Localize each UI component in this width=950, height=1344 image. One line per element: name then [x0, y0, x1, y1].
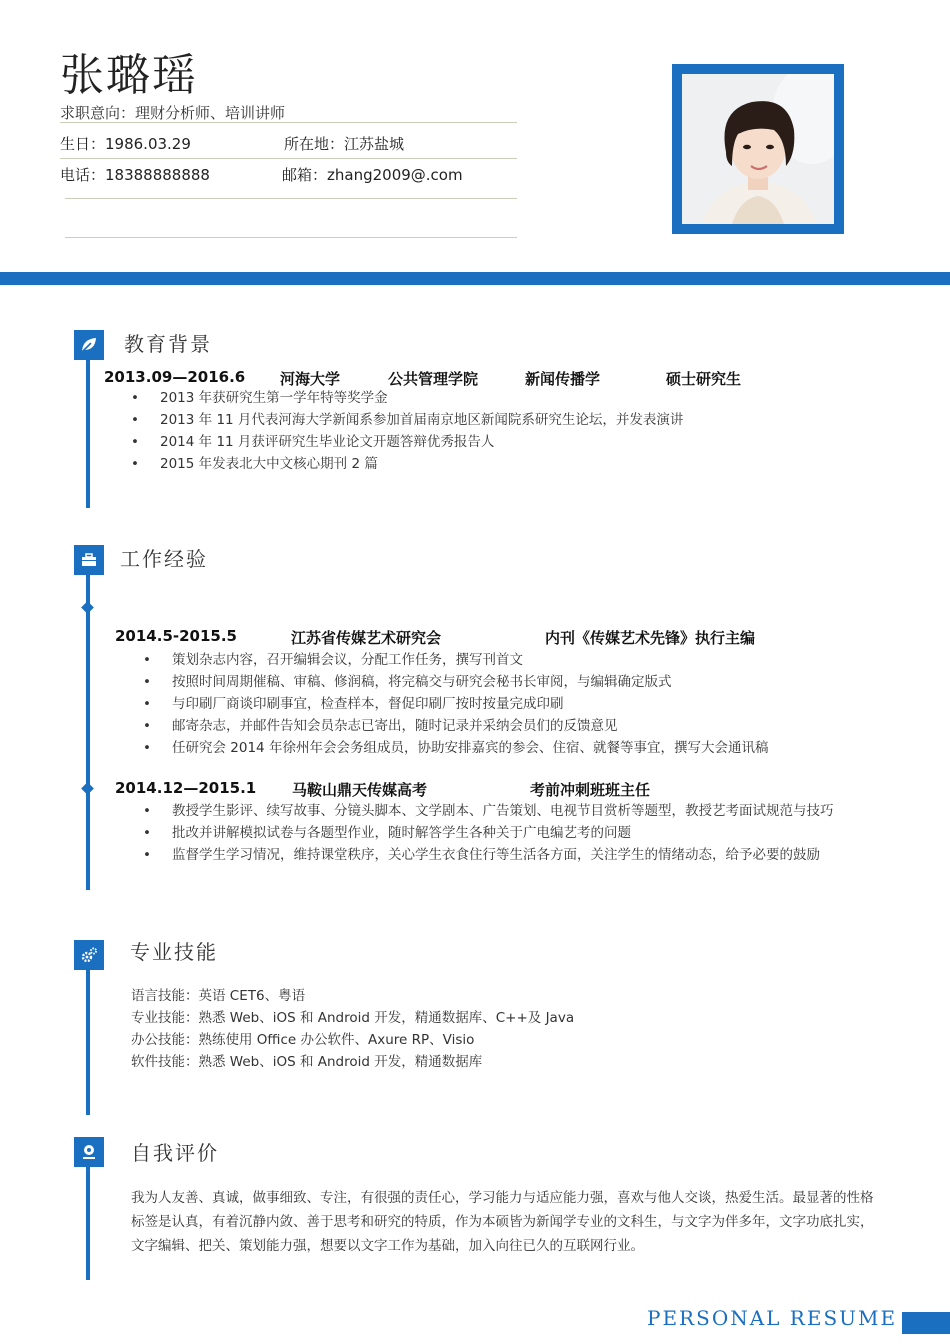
profile-photo [682, 74, 834, 224]
phone: 电话：18388888888 [60, 166, 210, 184]
list-item: • 2014 年 11 月获评研究生毕业论文开题答辩优秀报告人 [160, 431, 683, 453]
divider [60, 122, 517, 123]
job-header [115, 779, 835, 799]
skill-item: 语言技能：英语 CET6、粤语 [131, 988, 306, 1004]
job-period: 2014.12—2015.1 [115, 779, 257, 797]
timeline-line [86, 345, 90, 508]
skill-item: 办公技能：熟练使用 Office 办公软件、Axure RP、Visio [131, 1032, 475, 1048]
footer-label: PERSONAL RESUME [647, 1306, 898, 1330]
education-header [104, 368, 804, 388]
list-item: • 邮寄杂志，并邮件告知会员杂志已寄出，随时记录并采纳会员们的反馈意见 [172, 715, 768, 737]
timeline-line [86, 955, 90, 1115]
divider [60, 158, 517, 159]
timeline-line [86, 1150, 90, 1280]
gears-icon [74, 940, 104, 970]
timeline-marker [81, 782, 94, 795]
divider [65, 198, 517, 199]
list-item: • 教授学生影评、续写故事、分镜头脚本、文学剧本、广告策划、电视节目赏析等题型，教授艺考面试规范与技巧 [172, 800, 834, 822]
job-org: 马鞍山鼎天传媒高考 [292, 781, 428, 799]
job-intent: 求职意向：理财分析师、培训讲师 [60, 104, 286, 122]
user-icon [74, 1137, 104, 1167]
list-item: • 2015 年发表北大中文核心期刊 2 篇 [160, 453, 683, 475]
education-list [160, 387, 683, 475]
birth-date: 生日：1986.03.29 [60, 135, 191, 153]
section-title-work: 工作经验 [120, 547, 208, 571]
section-title-self-eval: 自我评价 [131, 1141, 219, 1165]
job-role: 考前冲刺班班主任 [530, 781, 651, 799]
list-item: • 监督学生学习情况，维持课堂秩序，关心学生衣食住行等生活各方面，关注学生的情绪动态，给予必要的鼓励 [172, 844, 834, 866]
education-college: 公共管理学院 [388, 370, 479, 388]
email: 邮箱：zhang2009@.com [282, 166, 463, 184]
divider [65, 237, 517, 238]
education-major: 新闻传播学 [525, 370, 601, 388]
timeline-marker [81, 601, 94, 614]
skills-list [131, 985, 574, 1073]
candidate-name: 张璐瑶 [60, 50, 198, 101]
section-title-education: 教育背景 [124, 332, 212, 356]
list-item: • 与印刷厂商谈印刷事宜，检查样本，督促印刷厂按时按量完成印刷 [172, 693, 768, 715]
list-item: • 按照时间周期催稿、审稿、修润稿，将完稿交与研究会秘书长审阅，与编辑确定版式 [172, 671, 768, 693]
skill-item: 软件技能：熟悉 Web、iOS 和 Android 开发，精通数据库 [131, 1054, 483, 1070]
self-eval-text: 我为人友善、真诚，做事细致、专注，有很强的责任心，学习能力与适应能力强，喜欢与他人交谈，热爱生活。最显著的性格标签是认真，有着沉静内敛、善于思考和研究的特质，作为本硕皆为新闻学专业的文科生，与文字为伴多年，文字功底扎实，文字编辑、把关、策划能力强，想要以文字工作为基础，加入向往已久的互联网行业。 [131, 1190, 874, 1254]
section-title-skills: 专业技能 [130, 940, 218, 964]
footer-accent [902, 1312, 950, 1334]
header-bar [0, 272, 950, 285]
location: 所在地：江苏盐城 [284, 135, 405, 153]
list-item: • 批改并讲解模拟试卷与各题型作业，随时解答学生各种关于广电编艺考的问题 [172, 822, 834, 844]
job-period: 2014.5-2015.5 [115, 627, 237, 645]
job-duties [172, 649, 768, 759]
education-degree: 硕士研究生 [666, 370, 742, 388]
skill-item: 专业技能：熟悉 Web、iOS 和 Android 开发，精通数据库、C++及 Java [131, 1010, 575, 1026]
leaf-icon [74, 330, 104, 360]
list-item: • 2013 年 11 月代表河海大学新闻系参加首届南京地区新闻院系研究生论坛，并发表演讲 [160, 409, 683, 431]
list-item: • 任研究会 2014 年徐州年会会务组成员，协助安排嘉宾的参会、住宿、就餐等事宜，撰写大会通讯稿 [172, 737, 768, 759]
briefcase-icon [74, 545, 104, 575]
job-header [115, 627, 835, 647]
list-item: • 2013 年获研究生第一学年特等奖学金 [160, 387, 683, 409]
education-school: 河海大学 [280, 370, 341, 388]
job-org: 江苏省传媒艺术研究会 [291, 629, 442, 647]
list-item: • 策划杂志内容，召开编辑会议，分配工作任务，撰写刊首文 [172, 649, 768, 671]
job-role: 内刊《传媒艺术先锋》执行主编 [545, 629, 756, 647]
education-period: 2013.09—2016.6 [104, 368, 246, 386]
job-duties [172, 800, 834, 866]
